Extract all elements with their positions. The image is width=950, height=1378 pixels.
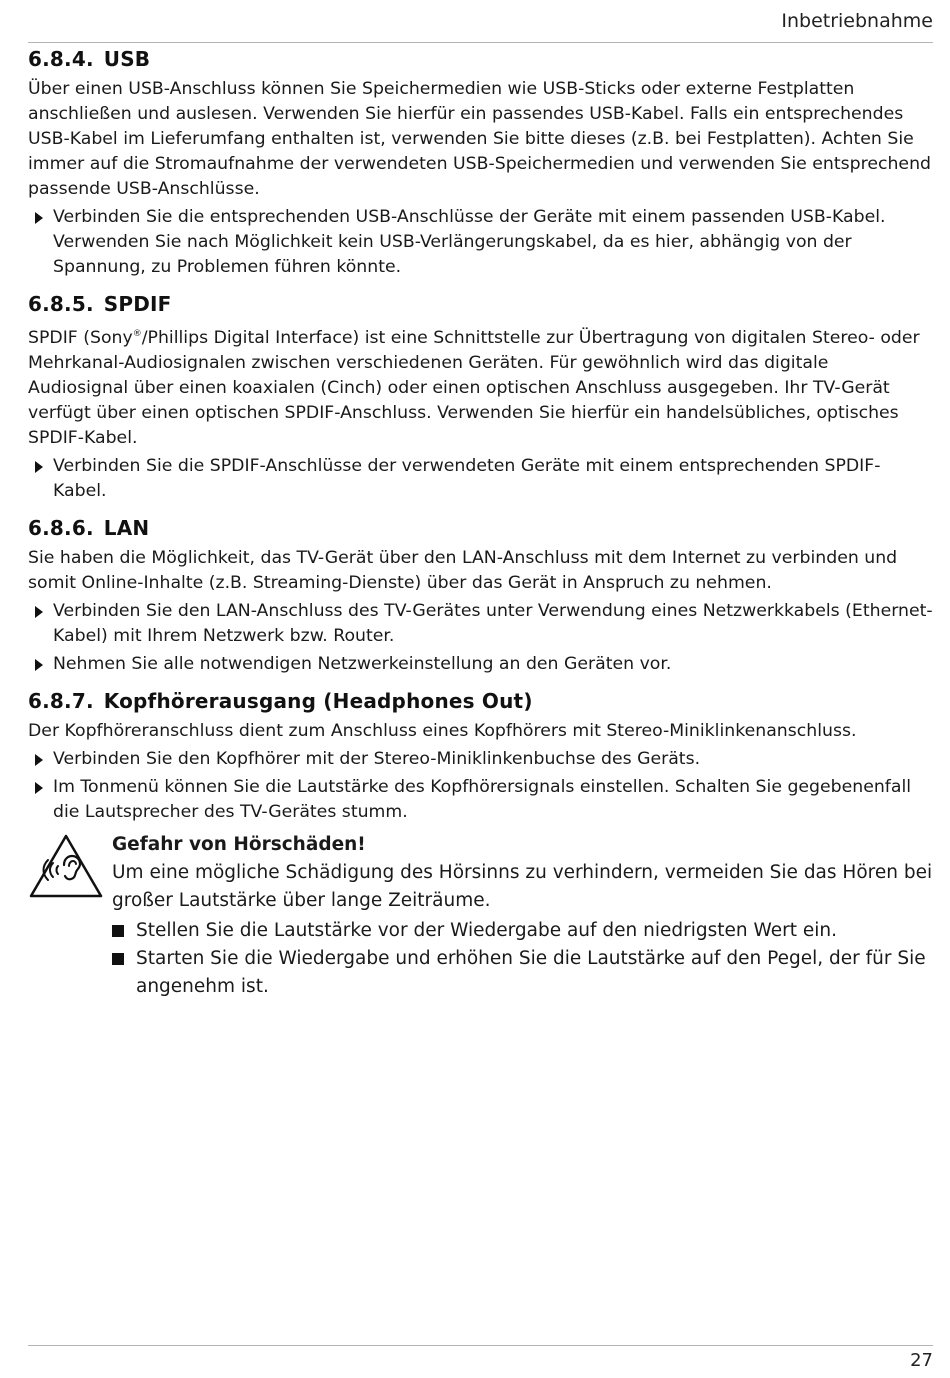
- section-headphones: [28, 689, 933, 1001]
- step-item: Verbinden Sie die SPDIF-Anschlüsse der verwendeten Geräte mit einem entsprechenden SPDIF-Kabel.: [28, 454, 933, 504]
- section-spdif: [28, 292, 933, 504]
- section-number: 6.8.6.: [28, 515, 94, 540]
- step-list: [28, 747, 933, 825]
- section-paragraph: SPDIF (Sony®/Phillips Digital Interface) ist eine Schnittstelle zur Übertragung von digitalen Stereo- oder Mehrkanal-Audiosignalen zwischen verschiedenen Geräten. Für gewöhnlich wird das digitale Audiosignal über einen koaxialen (Cinch) oder einen optischen Anschluss ausgegeben. Ihr TV-Gerät verfügt über einen optischen SPDIF-Anschluss. Verwenden Sie hierfür ein handelsübliches, optisches SPDIF-Kabel.: [28, 327, 920, 448]
- page-number: 27: [910, 1350, 933, 1371]
- section-number: 6.8.5.: [28, 292, 94, 316]
- section-title: Kopfhörerausgang (Headphones Out): [103, 688, 533, 713]
- warning-text: Um eine mögliche Schädigung des Hörsinns zu verhindern, vermeiden Sie das Hören bei großer Lautstärke über lange Zeiträume.: [112, 861, 933, 911]
- section-paragraph: Über einen USB-Anschluss können Sie Speichermedien wie USB-Sticks oder externe Festplatten anschließen und auslesen. Verwenden Sie hierfür ein passendes USB-Kabel. Falls ein entsprechendes USB-Kabel im Lieferumfang enthalten ist, verwenden Sie bitte dieses (z.B. bei Festplatten). Achten Sie immer auf die Stromaufnahme der verwendeten USB-Speichermedien und verwenden Sie entsprechend passende USB-Anschlüsse.: [28, 79, 931, 199]
- section-title: SPDIF: [103, 292, 172, 316]
- arrow-bullet-icon: [35, 659, 43, 671]
- section-paragraph: Sie haben die Möglichkeit, das TV-Gerät über den LAN-Anschluss mit dem Internet zu verbinden und somit Online-Inhalte (z.B. Streaming-Dienste) über das Gerät in Anspruch zu nehmen.: [28, 547, 898, 593]
- running-header: Inbetriebnahme: [781, 10, 933, 32]
- section-heading: [28, 689, 933, 713]
- warning-list: [112, 917, 933, 1001]
- warning-title: Gefahr von Hörschäden!: [112, 833, 366, 855]
- step-item: Im Tonmenü können Sie die Lautstärke des Kopfhörersignals einstellen. Schalten Sie gegebenenfall die Lautsprecher des TV-Gerätes stumm.: [28, 775, 933, 825]
- step-list: [28, 454, 933, 504]
- registered-mark: ®: [132, 329, 142, 339]
- section-lan: [28, 516, 933, 677]
- footer-divider: [28, 1345, 933, 1346]
- step-list: [28, 205, 933, 280]
- arrow-bullet-icon: [35, 782, 43, 794]
- section-usb: [28, 47, 933, 280]
- arrow-bullet-icon: [35, 754, 43, 766]
- square-bullet-icon: [112, 925, 124, 937]
- step-item: Verbinden Sie die entsprechenden USB-Anschlüsse der Geräte mit einem passenden USB-Kabel. Verwenden Sie nach Möglichkeit kein USB-Verlängerungskabel, da es hier, abhängig von der Spannung, zu Problemen führen könnte.: [28, 205, 933, 280]
- warning-item: Stellen Sie die Lautstärke vor der Wiedergabe auf den niedrigsten Wert ein.: [112, 917, 933, 945]
- section-title: USB: [103, 47, 151, 71]
- section-heading: [28, 516, 933, 540]
- square-bullet-icon: [112, 953, 124, 965]
- step-item: Verbinden Sie den LAN-Anschluss des TV-Gerätes unter Verwendung eines Netzwerkkabels (Ethernet-Kabel) mit Ihrem Netzwerk bzw. Router.: [28, 599, 933, 649]
- section-number: 6.8.7.: [28, 688, 94, 713]
- manual-page: [28, 0, 933, 1378]
- section-heading: [28, 292, 933, 316]
- section-number: 6.8.4.: [28, 47, 94, 71]
- page-content: [28, 47, 933, 1013]
- hearing-warning-box: [28, 831, 933, 1001]
- step-item: Nehmen Sie alle notwendigen Netzwerkeinstellung an den Geräten vor.: [28, 652, 933, 677]
- warning-item: Starten Sie die Wiedergabe und erhöhen Sie die Lautstärke auf den Pegel, der für Sie angenehm ist.: [112, 945, 933, 1001]
- arrow-bullet-icon: [35, 212, 43, 224]
- hearing-damage-warning-icon: [28, 833, 104, 899]
- section-paragraph: Der Kopfhöreranschluss dient zum Anschluss eines Kopfhörers mit Stereo-Miniklinkenanschluss.: [28, 720, 857, 741]
- step-item: Verbinden Sie den Kopfhörer mit der Stereo-Miniklinkenbuchse des Geräts.: [28, 747, 933, 772]
- section-title: LAN: [103, 515, 150, 540]
- header-divider: [28, 42, 933, 43]
- arrow-bullet-icon: [35, 606, 43, 618]
- step-list: [28, 599, 933, 677]
- section-heading: [28, 47, 933, 71]
- arrow-bullet-icon: [35, 461, 43, 473]
